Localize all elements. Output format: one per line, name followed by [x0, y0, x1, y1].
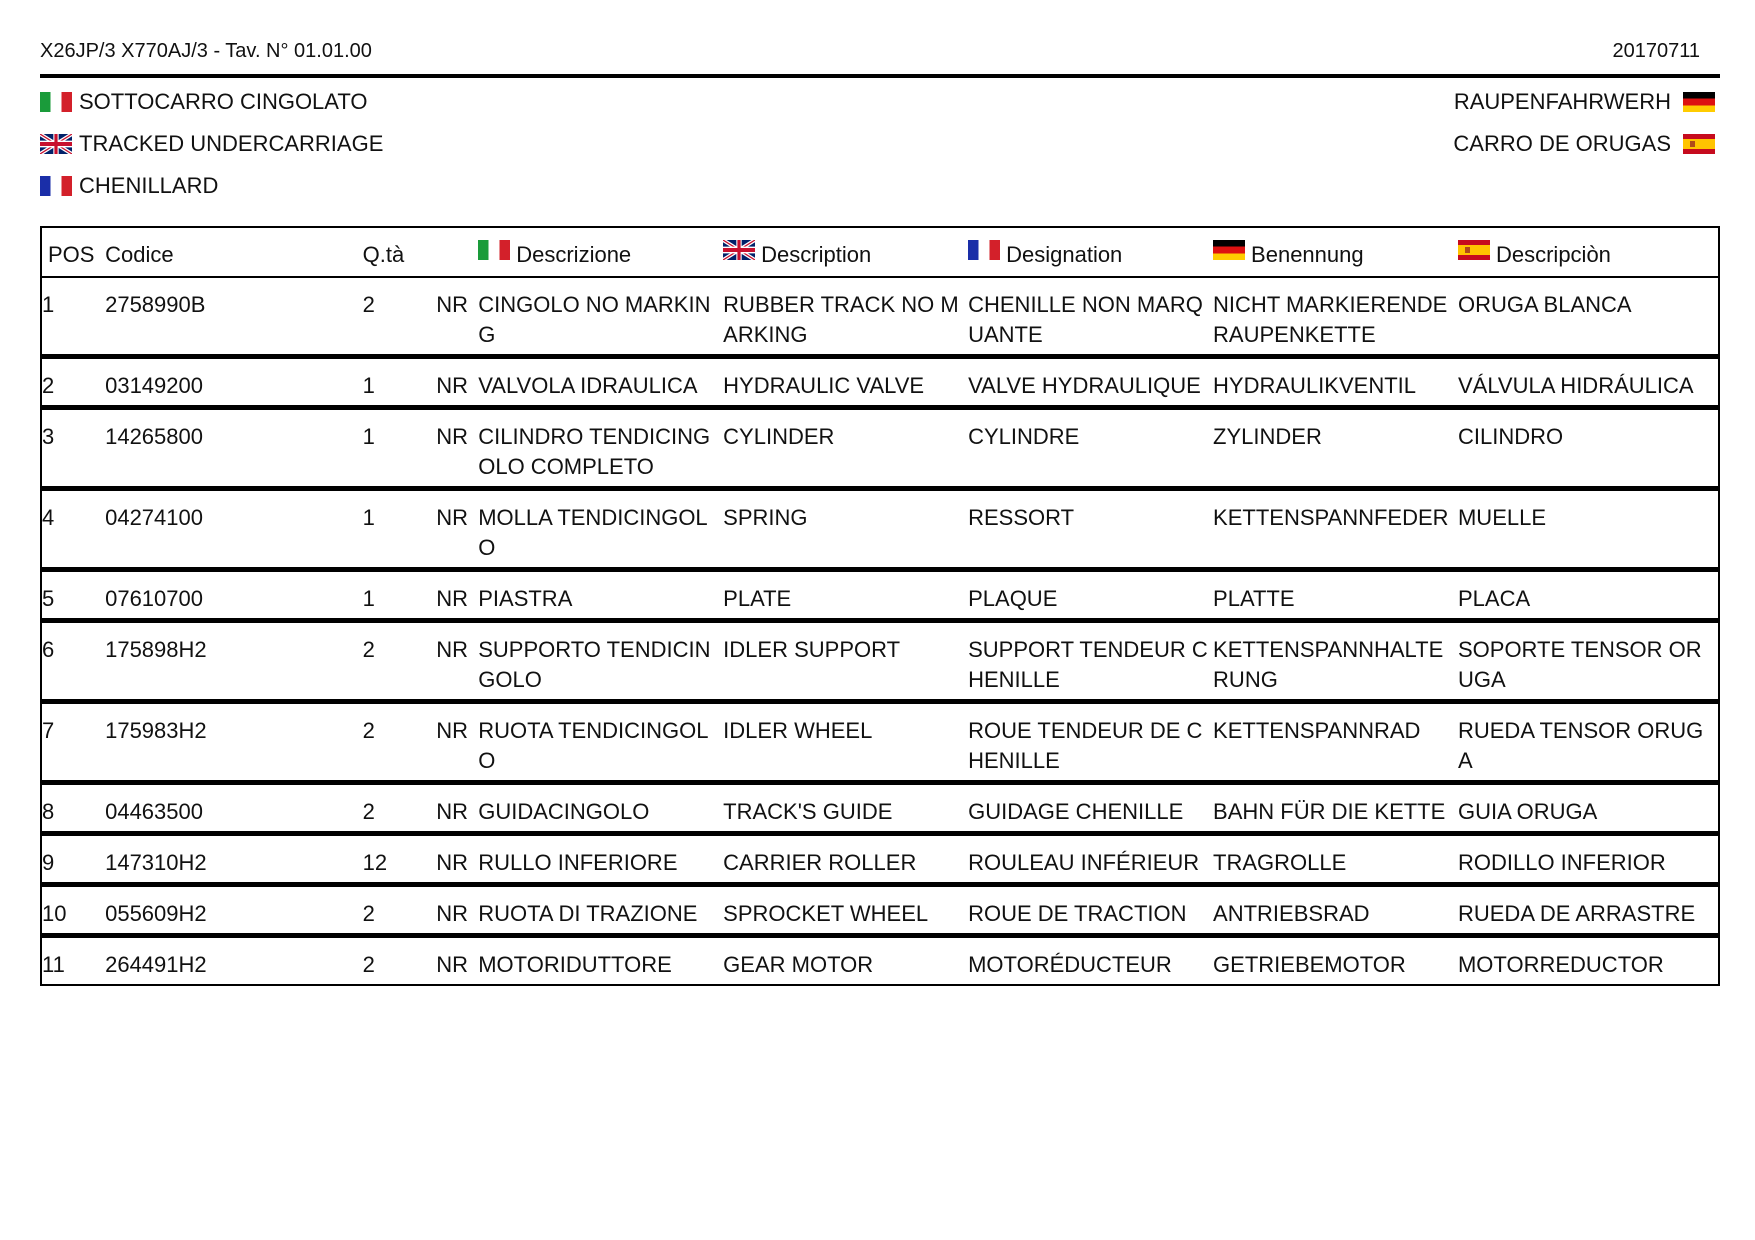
france-flag-icon — [968, 240, 1000, 260]
part-description-es: PLACA — [1457, 586, 1531, 611]
part-description-es: ORUGA BLANCA — [1457, 292, 1632, 317]
part-unit: NR — [436, 718, 469, 743]
part-description-de: KETTENSPANNHALTERUNG — [1213, 637, 1444, 692]
part-description-en: HYDRAULIC VALVE — [723, 373, 925, 398]
header-description-de — [1213, 227, 1458, 277]
part-description-de: ZYLINDER — [1213, 424, 1322, 449]
part-description-fr: VALVE HYDRAULIQUE — [968, 373, 1201, 398]
part-position: 11 — [42, 952, 65, 977]
part-code: 07610700 — [105, 586, 203, 611]
header-pos: POS — [48, 242, 95, 267]
part-description-de: HYDRAULIKVENTIL — [1213, 373, 1416, 398]
part-description-es: RUEDA DE ARRASTRE — [1457, 901, 1696, 926]
part-unit: NR — [436, 637, 469, 662]
table-row — [41, 357, 1719, 408]
part-description-es: GUIA ORUGA — [1457, 799, 1598, 824]
part-code: 14265800 — [105, 424, 203, 449]
part-description-it: CILINDRO TENDICINGOLO COMPLETO — [478, 424, 711, 479]
part-unit: NR — [436, 292, 469, 317]
part-description-es: SOPORTE TENSOR ORUGA — [1457, 637, 1702, 692]
part-description-en: IDLER SUPPORT — [723, 637, 901, 662]
table-row — [41, 936, 1719, 986]
part-description-es: MUELLE — [1457, 505, 1547, 530]
title-french-text: CHENILLARD — [79, 173, 219, 198]
part-code: 055609H2 — [105, 901, 207, 926]
title-italian — [40, 89, 367, 115]
part-description-fr: CHENILLE NON MARQUANTE — [968, 292, 1203, 347]
title-english-text: TRACKED UNDERCARRIAGE — [79, 131, 384, 156]
part-unit: NR — [436, 586, 469, 611]
header-de-label: Benennung — [1251, 242, 1364, 267]
part-quantity: 2 — [362, 718, 375, 743]
part-description-fr: PLAQUE — [968, 586, 1058, 611]
part-quantity: 2 — [362, 637, 375, 662]
part-unit: NR — [436, 505, 469, 530]
table-header-row — [41, 227, 1719, 277]
part-code: 2758990B — [105, 292, 206, 317]
part-description-fr: ROUE DE TRACTION — [968, 901, 1187, 926]
part-description-en: SPROCKET WHEEL — [723, 901, 929, 926]
spain-flag-icon — [1458, 240, 1490, 260]
part-position: 1 — [42, 292, 55, 317]
part-position: 7 — [42, 718, 55, 743]
part-description-de: KETTENSPANNFEDER — [1213, 505, 1449, 530]
table-row — [41, 834, 1719, 885]
table-row — [41, 408, 1719, 489]
part-description-de: NICHT MARKIERENDE RAUPENKETTE — [1213, 292, 1448, 347]
part-description-fr: RESSORT — [968, 505, 1075, 530]
part-unit: NR — [436, 901, 469, 926]
part-description-de: ANTRIEBSRAD — [1213, 901, 1370, 926]
parts-table — [40, 226, 1720, 986]
title-english — [40, 131, 383, 157]
parts-table-body — [41, 277, 1719, 985]
part-description-de: BAHN FÜR DIE KETTE — [1213, 799, 1446, 824]
part-position: 10 — [42, 901, 67, 926]
part-description-es: RUEDA TENSOR ORUGA — [1457, 718, 1704, 773]
part-description-de: TRAGROLLE — [1213, 850, 1347, 875]
document-date: 20170711 — [1612, 40, 1700, 62]
title-spanish — [1453, 131, 1715, 157]
part-description-de: GETRIEBEMOTOR — [1213, 952, 1406, 977]
part-description-fr: ROUE TENDEUR DE CHENILLE — [968, 718, 1203, 773]
part-code: 264491H2 — [105, 952, 207, 977]
spain-flag-icon — [1683, 134, 1715, 154]
part-position: 8 — [42, 799, 55, 824]
part-unit: NR — [436, 373, 469, 398]
part-description-en: GEAR MOTOR — [723, 952, 874, 977]
uk-flag-icon — [723, 240, 755, 260]
part-code: 03149200 — [105, 373, 203, 398]
part-quantity: 12 — [362, 850, 388, 875]
part-description-es: MOTORREDUCTOR — [1457, 952, 1664, 977]
part-description-it: RUOTA TENDICINGOLO — [478, 718, 709, 773]
france-flag-icon — [40, 176, 72, 196]
table-row — [41, 783, 1719, 834]
part-description-en: CYLINDER — [723, 424, 835, 449]
part-description-it: VALVOLA IDRAULICA — [478, 373, 698, 398]
header-description-fr — [968, 227, 1213, 277]
title-french — [40, 173, 218, 199]
header-it-label: Descrizione — [516, 242, 632, 267]
italy-flag-icon — [478, 240, 510, 260]
part-quantity: 2 — [362, 901, 375, 926]
header-description-it — [478, 227, 723, 277]
italy-flag-icon — [40, 92, 72, 112]
part-code: 04274100 — [105, 505, 203, 530]
part-description-en: TRACK'S GUIDE — [723, 799, 893, 824]
part-quantity: 2 — [362, 292, 375, 317]
part-description-it: MOTORIDUTTORE — [478, 952, 672, 977]
part-position: 3 — [42, 424, 55, 449]
part-position: 6 — [42, 637, 55, 662]
part-unit: NR — [436, 424, 469, 449]
part-description-it: PIASTRA — [478, 586, 573, 611]
part-description-es: RODILLO INFERIOR — [1457, 850, 1666, 875]
part-position: 2 — [42, 373, 55, 398]
part-quantity: 1 — [362, 586, 375, 611]
part-code: 175898H2 — [105, 637, 207, 662]
header-es-label: Descripciòn — [1495, 242, 1611, 267]
part-description-it: CINGOLO NO MARKING — [478, 292, 711, 347]
document-code: X26JP/3 X770AJ/3 - Tav. N° 01.01.00 — [40, 40, 372, 62]
table-row — [41, 489, 1719, 570]
table-row — [41, 885, 1719, 936]
part-description-en: PLATE — [723, 586, 792, 611]
table-row — [41, 702, 1719, 783]
part-description-fr: ROULEAU INFÉRIEUR — [968, 850, 1200, 875]
part-position: 9 — [42, 850, 55, 875]
part-quantity: 1 — [362, 424, 375, 449]
part-description-fr: CYLINDRE — [968, 424, 1080, 449]
part-description-fr: SUPPORT TENDEUR CHENILLE — [968, 637, 1208, 692]
part-description-fr: GUIDAGE CHENILLE — [968, 799, 1184, 824]
part-code: 147310H2 — [105, 850, 207, 875]
part-description-it: RULLO INFERIORE — [478, 850, 678, 875]
part-position: 5 — [42, 586, 55, 611]
header-description-es — [1458, 227, 1719, 277]
header-rule — [40, 74, 1720, 78]
part-description-it: GUIDACINGOLO — [478, 799, 650, 824]
table-row — [41, 277, 1719, 357]
table-row — [41, 570, 1719, 621]
part-description-it: SUPPORTO TENDICINGOLO — [478, 637, 711, 692]
part-description-es: CILINDRO — [1457, 424, 1564, 449]
part-description-fr: MOTORÉDUCTEUR — [968, 952, 1172, 977]
part-quantity: 2 — [362, 952, 375, 977]
header-fr-label: Designation — [1006, 242, 1123, 267]
part-description-en: RUBBER TRACK NO MARKING — [723, 292, 959, 347]
part-unit: NR — [436, 799, 469, 824]
part-description-de: KETTENSPANNRAD — [1213, 718, 1421, 743]
part-description-it: RUOTA DI TRAZIONE — [478, 901, 698, 926]
part-description-de: PLATTE — [1213, 586, 1295, 611]
part-unit: NR — [436, 850, 469, 875]
part-quantity: 1 — [362, 373, 375, 398]
part-description-it: MOLLA TENDICINGOLO — [478, 505, 708, 560]
part-description-en: IDLER WHEEL — [723, 718, 873, 743]
table-row — [41, 621, 1719, 702]
header-code: Codice — [105, 242, 174, 267]
title-spanish-text: CARRO DE ORUGAS — [1453, 131, 1671, 156]
part-quantity: 1 — [362, 505, 375, 530]
part-description-es: VÁLVULA HIDRÁULICA — [1457, 373, 1694, 398]
part-quantity: 2 — [362, 799, 375, 824]
part-description-en: CARRIER ROLLER — [723, 850, 917, 875]
germany-flag-icon — [1683, 92, 1715, 112]
part-unit: NR — [436, 952, 469, 977]
part-description-en: SPRING — [723, 505, 808, 530]
part-code: 175983H2 — [105, 718, 207, 743]
header-en-label: Description — [761, 242, 872, 267]
header-description-en — [723, 227, 968, 277]
part-position: 4 — [42, 505, 55, 530]
uk-flag-icon — [40, 134, 72, 154]
part-code: 04463500 — [105, 799, 203, 824]
title-german — [1454, 89, 1715, 115]
header-qty: Q.tà — [362, 242, 405, 267]
title-german-text: RAUPENFAHRWERH — [1453, 89, 1671, 114]
title-italian-text: SOTTOCARRO CINGOLATO — [79, 89, 368, 114]
germany-flag-icon — [1213, 240, 1245, 260]
